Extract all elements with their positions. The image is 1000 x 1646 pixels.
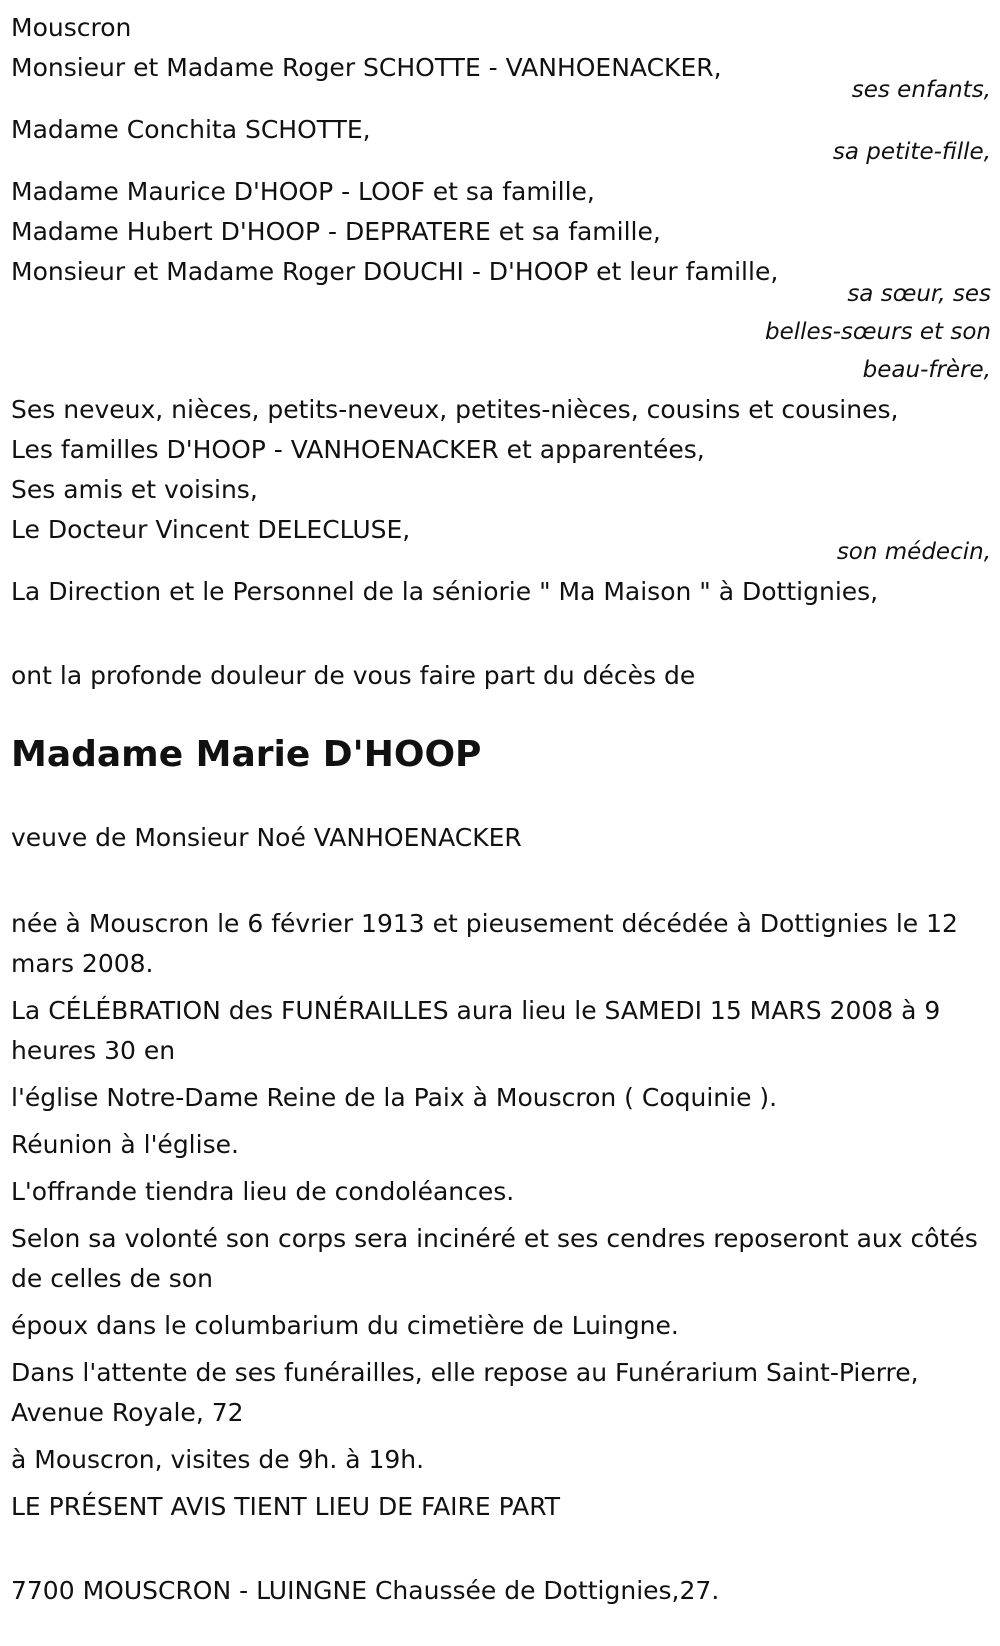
relation-label: son médecin, bbox=[836, 539, 991, 565]
notice-text: LE PRÉSENT AVIS TIENT LIEU DE FAIRE PART bbox=[11, 1492, 561, 1521]
birth-death-text: née à Mouscron le 6 février 1913 et pieusement décédée à Dottignies le 12 mars 2008. bbox=[11, 909, 958, 978]
family-line: La Direction et le Personnel de la séniorie " Ma Maison " à Dottignies, bbox=[11, 577, 879, 606]
city-heading: Mouscron bbox=[11, 13, 132, 42]
obituary-notice bbox=[11, 8, 991, 1611]
offering-text: L'offrande tiendra lieu de condoléances. bbox=[11, 1177, 515, 1206]
family-line: Monsieur et Madame Roger DOUCHI - D'HOOP et leur famille, bbox=[11, 257, 779, 286]
family-address: 7700 MOUSCRON - LUINGNE Chaussée de Dottignies,27. bbox=[11, 1576, 720, 1605]
columbarium-text: époux dans le columbarium du cimetière de Luingne. bbox=[11, 1311, 679, 1340]
family-group bbox=[11, 172, 991, 390]
family-line: Le Docteur Vincent DELECLUSE, bbox=[11, 515, 411, 544]
cremation-text: Selon sa volonté son corps sera incinéré et ses cendres reposeront aux côtés de celles de son bbox=[11, 1224, 978, 1293]
family-line: Ses amis et voisins, bbox=[11, 475, 258, 504]
family-group bbox=[11, 48, 991, 110]
family-line: Monsieur et Madame Roger SCHOTTE - VANHOENACKER, bbox=[11, 53, 722, 82]
widow-of: veuve de Monsieur Noé VANHOENACKER bbox=[11, 823, 522, 852]
meeting-text: Réunion à l'église. bbox=[11, 1130, 239, 1159]
relation-label: beau-frère, bbox=[862, 357, 991, 383]
funerarium-text: Dans l'attente de ses funérailles, elle repose au Funérarium Saint-Pierre, Avenue Royale, 72 bbox=[11, 1358, 919, 1427]
relation-label: belles-sœurs et son bbox=[764, 319, 991, 345]
relation-label: sa petite-fille, bbox=[832, 139, 991, 165]
family-line: Madame Hubert D'HOOP - DEPRATERE et sa famille, bbox=[11, 217, 661, 246]
ceremony-text: La CÉLÉBRATION des FUNÉRAILLES aura lieu le SAMEDI 15 MARS 2008 à 9 heures 30 en bbox=[11, 996, 941, 1065]
family-group bbox=[11, 572, 991, 612]
visits-text: à Mouscron, visites de 9h. à 19h. bbox=[11, 1445, 425, 1474]
family-group bbox=[11, 110, 991, 172]
deceased-name: Madame Marie D'HOOP bbox=[11, 734, 482, 775]
family-group bbox=[11, 390, 991, 572]
family-line: Madame Conchita SCHOTTE, bbox=[11, 115, 371, 144]
announcement-intro: ont la profonde douleur de vous faire part du décès de bbox=[11, 661, 696, 690]
relation-label: sa sœur, ses bbox=[847, 281, 991, 307]
relation-label: ses enfants, bbox=[851, 77, 991, 103]
church-text: l'église Notre-Dame Reine de la Paix à Mouscron ( Coquinie ). bbox=[11, 1083, 778, 1112]
family-line: Ses neveux, nièces, petits-neveux, petites-nièces, cousins et cousines, bbox=[11, 395, 899, 424]
family-line: Les familles D'HOOP - VANHOENACKER et apparentées, bbox=[11, 435, 705, 464]
family-line: Madame Maurice D'HOOP - LOOF et sa famille, bbox=[11, 177, 595, 206]
